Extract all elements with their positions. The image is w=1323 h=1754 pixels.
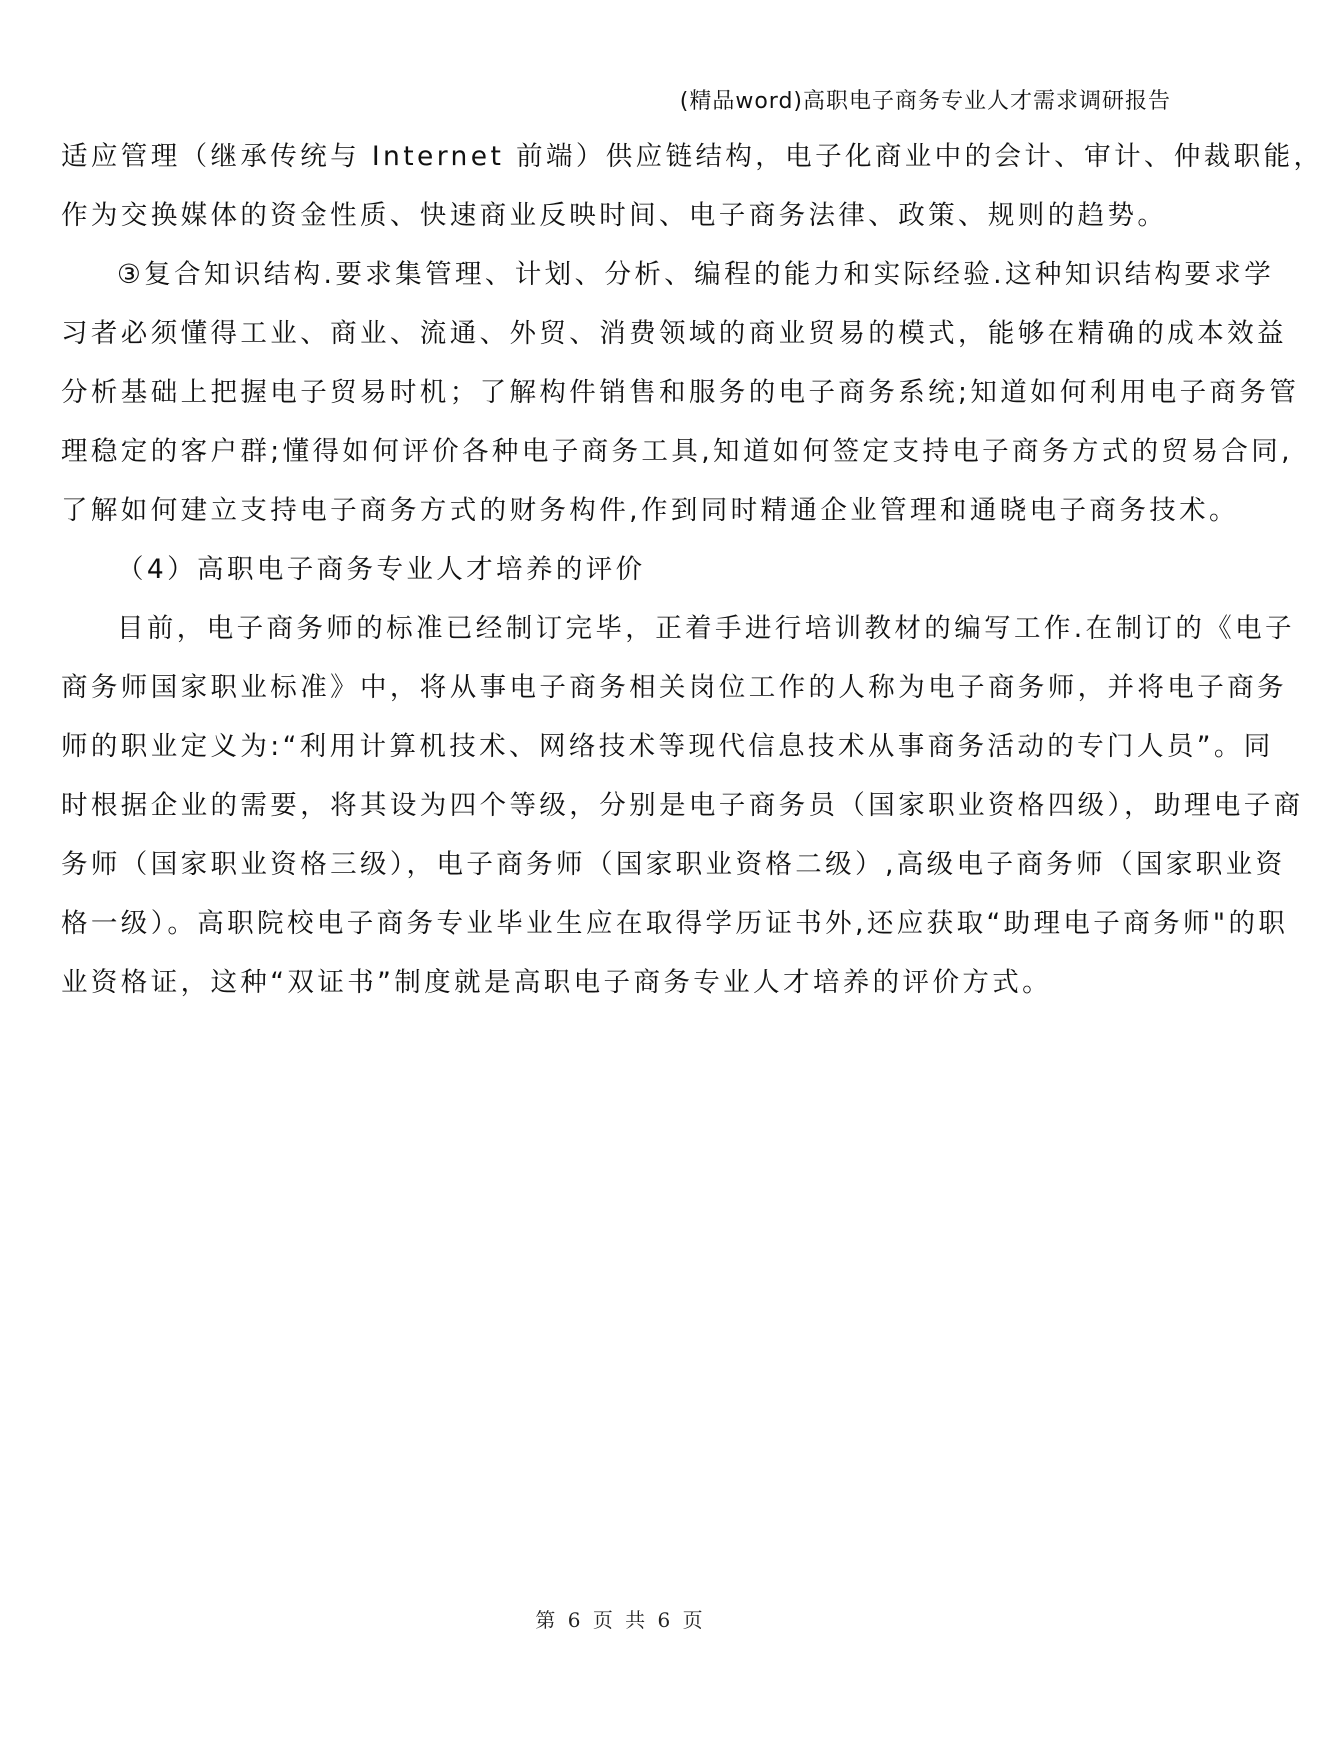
- text-line: 格一级）。高职院校电子商务专业毕业生应在取得学历证书外,还应获取“助理电子商务师"的职: [61, 908, 1289, 939]
- section-heading: （4）高职电子商务专业人才培养的评价: [117, 554, 646, 585]
- text-line: 时根据企业的需要，将其设为四个等级，分别是电子商务员（国家职业资格四级），助理电子商: [61, 790, 1304, 821]
- text-line: 习者必须懂得工业、商业、流通、外贸、消费领域的商业贸易的模式，能够在精确的成本效益: [61, 318, 1287, 349]
- text-line: 适应管理（继承传统与 Internet 前端）供应链结构，电子化商业中的会计、审计、仲裁职能，: [61, 141, 1323, 172]
- text-line: 商务师国家职业标准》中，将从事电子商务相关岗位工作的人称为电子商务师，并将电子商务: [61, 672, 1287, 703]
- running-header: (精品word)高职电子商务专业人才需求调研报告: [679, 89, 1171, 114]
- paragraph-start-line: ③复合知识结构.要求集管理、计划、分析、编程的能力和实际经验.这种知识结构要求学: [117, 259, 1275, 290]
- body-text: [61, 127, 1323, 1012]
- text-line: 业资格证，这种“双证书”制度就是高职电子商务专业人才培养的评价方式。: [61, 967, 1053, 998]
- text-line: 了解如何建立支持电子商务方式的财务构件,作到同时精通企业管理和通晓电子商务技术。: [61, 495, 1239, 526]
- text-line: 作为交换媒体的资金性质、快速商业反映时间、电子商务法律、政策、规则的趋势。: [61, 200, 1168, 231]
- page-number-footer: 第 6 页 共 6 页: [535, 1608, 706, 1632]
- paragraph-start-line: 目前，电子商务师的标准已经制订完毕，正着手进行培训教材的编写工作.在制订的《电子: [117, 613, 1295, 644]
- text-line: 务师（国家职业资格三级），电子商务师（国家职业资格二级）,高级电子商务师（国家职业资: [61, 849, 1286, 880]
- text-line: 理稳定的客户群;懂得如何评价各种电子商务工具,知道如何签定支持电子商务方式的贸易合同,: [61, 436, 1293, 467]
- text-line: 师的职业定义为:“利用计算机技术、网络技术等现代信息技术从事商务活动的专门人员”。同: [61, 731, 1274, 762]
- text-line: 分析基础上把握电子贸易时机；了解构件销售和服务的电子商务系统;知道如何利用电子商务管: [61, 377, 1300, 408]
